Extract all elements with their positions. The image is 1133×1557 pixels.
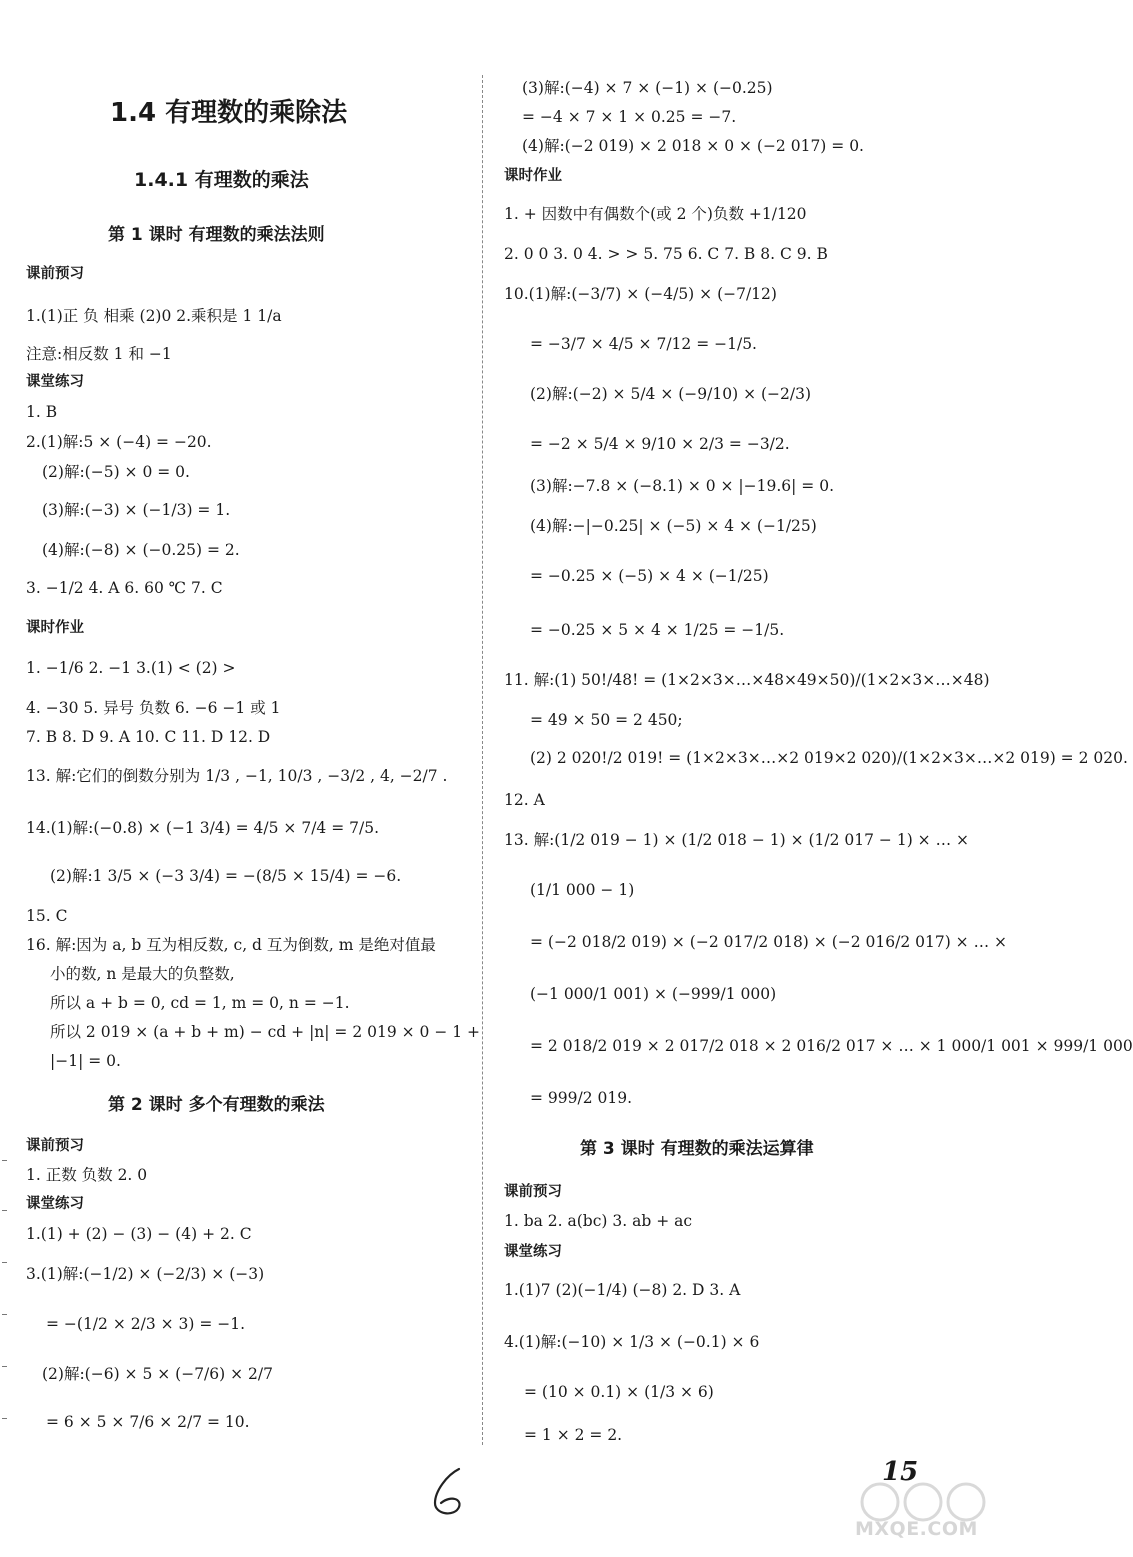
answer-line: 13. 解:它们的倒数分别为 1/3 , −1, 10/3 , −3/2 , 4, −2/7 . [26,767,448,785]
answer-line: = 1 × 2 = 2. [524,1426,623,1444]
answer-line: = −4 × 7 × 1 × 0.25 = −7. [522,108,737,126]
answer-line: (−1 000/1 001) × (−999/1 000) [530,985,777,1003]
category-heading: 课堂练习 [26,1196,84,1212]
answer-line: 12. A [504,791,545,809]
category-heading: 课堂练习 [26,374,84,390]
answer-line: 15. C [26,907,68,925]
answer-line: = 6 × 5 × 7/6 × 2/7 = 10. [46,1413,250,1431]
answer-line: 16. 解:因为 a, b 互为相反数, c, d 互为倒数, m 是绝对值最 [26,936,436,954]
answer-line: 1. + 因数中有偶数个(或 2 个)负数 +1/120 [504,205,807,223]
answer-line: (2)解:(−5) × 0 = 0. [42,463,190,481]
answer-line: (2)解:1 3/5 × (−3 3/4) = −(8/5 × 15/4) = −6. [50,867,402,885]
answer-line: 所以 a + b = 0, cd = 1, m = 0, n = −1. [50,994,350,1012]
answer-line: = −2 × 5/4 × 9/10 × 2/3 = −3/2. [530,435,790,453]
column-divider [482,75,484,1445]
answer-line: 3.(1)解:(−1/2) × (−2/3) × (−3) [26,1265,265,1283]
answer-line: 所以 2 019 × (a + b + m) − cd + |n| = 2 019 × 0 − 1 + [50,1023,481,1041]
answer-line: 小的数, n 是最大的负整数, [50,965,235,983]
answer-line: = 999/2 019. [530,1089,633,1107]
answer-line: 4. −30 5. 异号 负数 6. −6 −1 或 1 [26,699,281,717]
answer-line: 1.(1) + (2) − (3) − (4) + 2. C [26,1225,252,1243]
page-number: 15 [882,1457,919,1487]
category-heading: 课时作业 [504,168,562,184]
answer-line: 7. B 8. D 9. A 10. C 11. D 12. D [26,728,271,746]
watermark-text: MXQE.COM [855,1518,978,1540]
subsection-title: 1.4.1 有理数的乘法 [134,169,309,191]
margin-tick [2,1418,7,1419]
answer-line: (1/1 000 − 1) [530,881,635,899]
answer-line: = 49 × 50 = 2 450; [530,711,683,729]
lesson-3-title: 第 3 课时 有理数的乘法运算律 [580,1139,814,1159]
answer-line: (4)解:−|−0.25| × (−5) × 4 × (−1/25) [530,517,817,535]
answer-line: (3)解:(−4) × 7 × (−1) × (−0.25) [522,79,773,97]
answer-line: 1. 正数 负数 2. 0 [26,1166,148,1184]
answer-line: (2) 2 020!/2 019! = (1×2×3×…×2 019×2 020)/(1×2×3×…×2 019) = 2 020. [530,749,1128,767]
answer-line: 11. 解:(1) 50!/48! = (1×2×3×…×48×49×50)/(1×2×3×…×48) [504,671,990,689]
answer-line: = −3/7 × 4/5 × 7/12 = −1/5. [530,335,757,353]
answer-line: 14.(1)解:(−0.8) × (−1 3/4) = 4/5 × 7/4 = 7/5. [26,819,380,837]
category-heading: 课前预习 [504,1184,562,1200]
category-heading: 课前预习 [26,266,84,282]
margin-tick [2,1210,7,1211]
margin-tick [2,1314,7,1315]
answer-line: 1. B [26,403,58,421]
answer-line: 1.(1)正 负 相乘 (2)0 2.乘积是 1 1/a [26,307,282,325]
margin-tick [2,1160,7,1161]
section-title: 1.4 有理数的乘除法 [110,98,348,128]
category-heading: 课堂练习 [504,1244,562,1260]
answer-line: (3)解:−7.8 × (−8.1) × 0 × |−19.6| = 0. [530,477,835,495]
margin-tick [2,1262,7,1263]
answer-line: 3. −1/2 4. A 6. 60 ℃ 7. C [26,579,223,597]
answer-line: = −0.25 × (−5) × 4 × (−1/25) [530,567,769,585]
answer-line: (3)解:(−3) × (−1/3) = 1. [42,501,231,519]
answer-line: (2)解:(−6) × 5 × (−7/6) × 2/7 [42,1365,273,1383]
answer-line: 1.(1)7 (2)(−1/4) (−8) 2. D 3. A [504,1281,741,1299]
answer-line: 2. 0 0 3. 0 4. > > 5. 75 6. C 7. B 8. C 9. B [504,245,828,263]
answer-line: = 2 018/2 019 × 2 017/2 018 × 2 016/2 017 × … × 1 000/1 001 × 999/1 000 [530,1037,1133,1055]
margin-tick [2,1366,7,1367]
answer-line: |−1| = 0. [50,1052,121,1070]
handwritten-six [425,1465,473,1521]
answer-line: 1. ba 2. a(bc) 3. ab + ac [504,1212,693,1230]
answer-line: = −(1/2 × 2/3 × 3) = −1. [46,1315,246,1333]
answer-line: 10.(1)解:(−3/7) × (−4/5) × (−7/12) [504,285,777,303]
category-heading: 课时作业 [26,620,84,636]
lesson-1-title: 第 1 课时 有理数的乘法法则 [108,225,325,245]
answer-line: 注意:相反数 1 和 −1 [26,345,172,363]
answer-line: 1. −1/6 2. −1 3.(1) < (2) > [26,659,236,677]
answer-line: 4.(1)解:(−10) × 1/3 × (−0.1) × 6 [504,1333,760,1351]
category-heading: 课前预习 [26,1138,84,1154]
answer-line: (2)解:(−2) × 5/4 × (−9/10) × (−2/3) [530,385,812,403]
answer-line: = −0.25 × 5 × 4 × 1/25 = −1/5. [530,621,785,639]
answer-line: 13. 解:(1/2 019 − 1) × (1/2 018 − 1) × (1/2 017 − 1) × … × [504,831,970,849]
answer-line: (4)解:(−2 019) × 2 018 × 0 × (−2 017) = 0. [522,137,864,155]
answer-line: = (10 × 0.1) × (1/3 × 6) [524,1383,714,1401]
lesson-2-title: 第 2 课时 多个有理数的乘法 [108,1095,325,1115]
answer-line: 2.(1)解:5 × (−4) = −20. [26,433,212,451]
answer-line: = (−2 018/2 019) × (−2 017/2 018) × (−2 016/2 017) × … × [530,933,1008,951]
answer-line: (4)解:(−8) × (−0.25) = 2. [42,541,240,559]
